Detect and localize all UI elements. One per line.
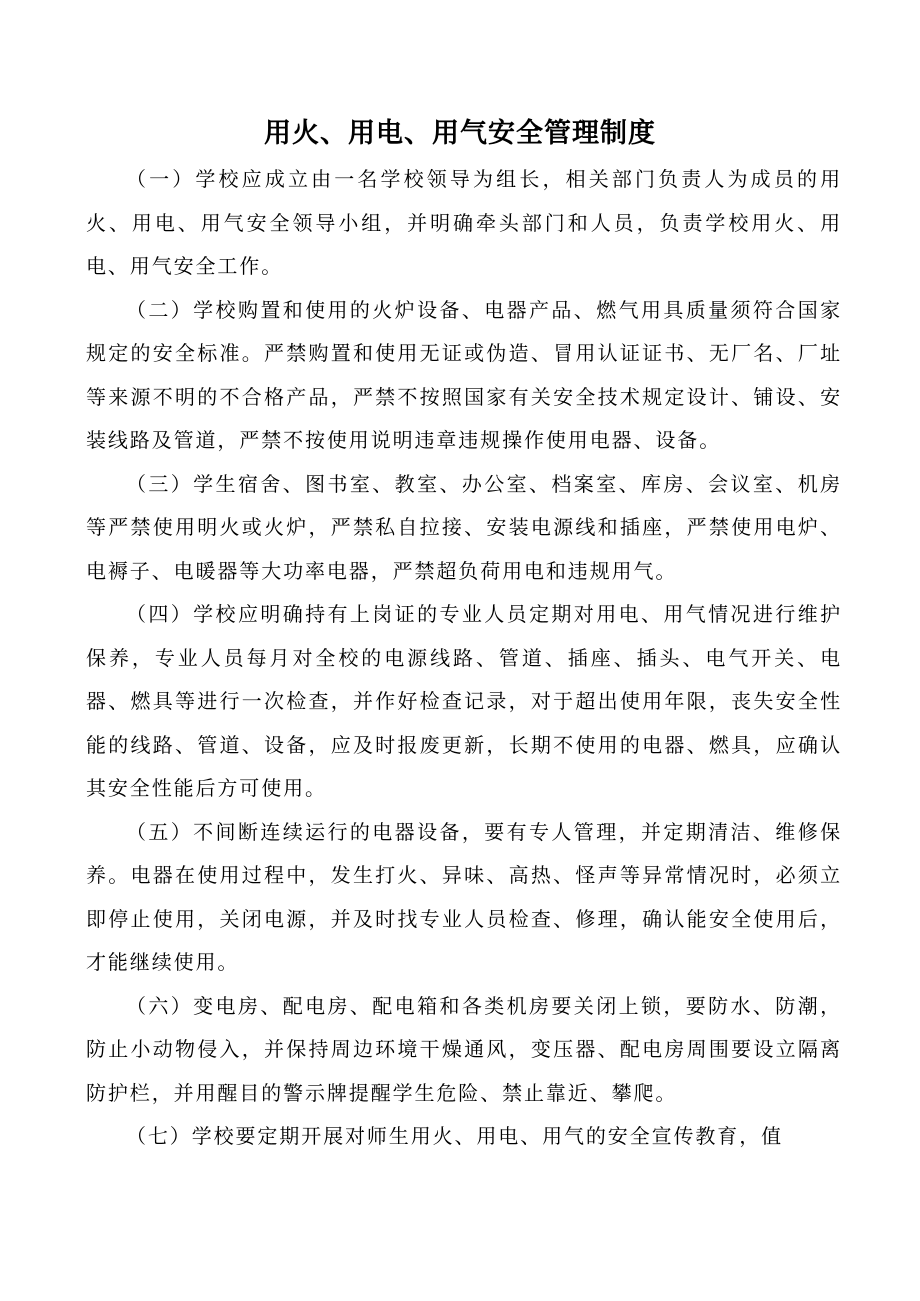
paragraph-7: （七）学校要定期开展对师生用火、用电、用气的安全宣传教育，值 (126, 1124, 783, 1148)
paragraph-4: （四）学校应明确持有上岗证的专业人员定期对用电、用气情况进行维护保养，专业人员每月对全校的电源线路、管道、插座、插头、电气开关、电器、燃具等进行一次检查，并作好检查记录，对于超出使用年限，丧失安全性能的线路、管道、设备，应及时报废更新，长期不使用的电器、燃具，应确认其安全性能后方可使用。 (86, 602, 842, 800)
paragraph-1: （一）学校应成立由一名学校领导为组长，相关部门负责人为成员的用火、用电、用气安全领导小组，并明确牵头部门和人员，负责学校用火、用电、用气安全工作。 (86, 167, 842, 278)
paragraph-5: （五）不间断连续运行的电器设备，要有专人管理，并定期清洁、维修保养。电器在使用过程中，发生打火、异味、高热、怪声等异常情况时，必须立即停止使用，关闭电源，并及时找专业人员检查、修理，确认能安全使用后，才能继续使用。 (86, 819, 842, 974)
document-body (86, 158, 842, 1159)
paragraph-2: （二）学校购置和使用的火炉设备、电器产品、燃气用具质量须符合国家规定的安全标准。严禁购置和使用无证或伪造、冒用认证证书、无厂名、厂址等来源不明的不合格产品，严禁不按照国家有关安全技术规定设计、铺设、安装线路及管道，严禁不按使用说明违章违规操作使用电器、设备。 (86, 297, 842, 452)
document-title: 用火、用电、用气安全管理制度 (264, 118, 656, 149)
paragraph-6: （六）变电房、配电房、配电箱和各类机房要关闭上锁，要防水、防潮，防止小动物侵入，并保持周边环境干燥通风，变压器、配电房周围要设立隔离防护栏，并用醒目的警示牌提醒学生危险、禁止靠近、攀爬。 (86, 993, 842, 1105)
paragraph-3: （三）学生宿舍、图书室、教室、办公室、档案室、库房、会议室、机房等严禁使用明火或火炉，严禁私自拉接、安装电源线和插座，严禁使用电炉、电褥子、电暖器等大功率电器，严禁超负荷用电和违规用气。 (86, 471, 842, 583)
